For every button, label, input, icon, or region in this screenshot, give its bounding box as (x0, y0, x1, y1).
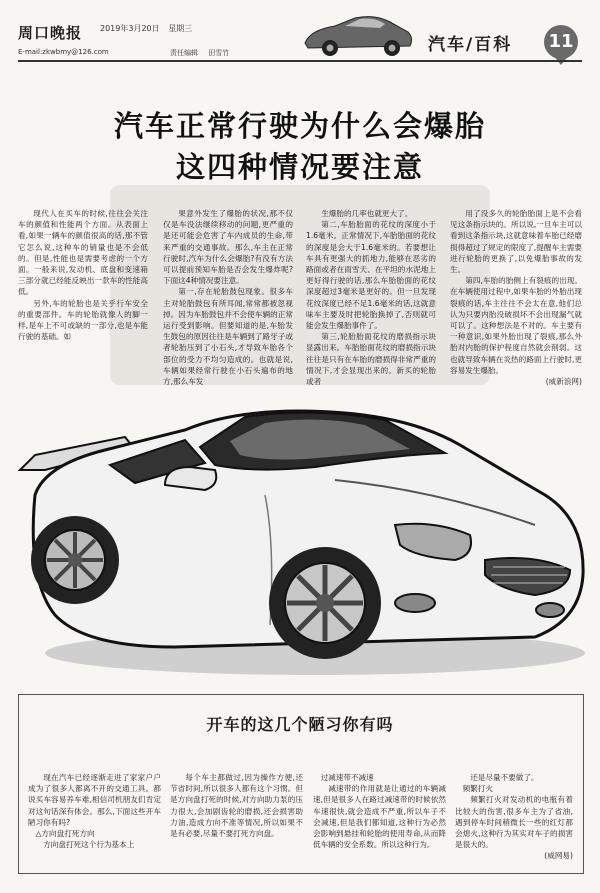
issue-date: 2019年3月20日 (100, 24, 160, 33)
issue-weekday: 星期三 (168, 24, 193, 33)
page-number-badge: 11 (544, 25, 578, 59)
paragraph: 现代人在买车的时候,往往会关注车的颜值和性能两个方面。从表面上看,如果一辆车的颜值很高的话,那不管它怎么说,这种车的销量也是不会低的。但是,性能也是需要考虑的一个方面。一般来说,发动机、底盘和变速箱三部分就已经能反映出一款车的性能高低。 (18, 209, 148, 297)
paragraph: 另外,车的轮胎也是关乎行车安全的重要部件。车的轮胎就像人的脚一样,是车上不可或缺的一部分,也是车能行驶的基础。如 (18, 298, 148, 342)
masthead (0, 0, 600, 82)
box-title: 开车的这几个陋习你有吗 (206, 715, 394, 734)
paragraph: 第四,车胎的胎侧上有裂痕的出现。在车辆使用过程中,如果车胎的外胎出现裂痕的话,车主往往不会太在意,他们总认为只要内胎没破损坏不会出现漏气就可以了。这种想法是不对的。车主要有一种意识,如果外胎出现了裂痕,那么外胎对内胎的保护程度自然就会削弱。这也就导致车辆在炎热的路面上行驶时,更容易发生爆胎。 (450, 276, 582, 375)
paragraph: 减速带的作用就是让通过的车辆减速,但是很多人在路过减速带的时候依然车速很快,就会造成不严重,所以车子不会减速,但是我们都知道,这种行为必然会影响到悬挂和轮胎的使用寿命,从而降低车辆的安全系数。所以这种行为, (313, 784, 446, 850)
box-subhead: 过减速带不减速 (320, 773, 374, 782)
paragraph: 果意外发生了爆胎的状况,那不仅仅是车没法继续移动的问题,更严重的是还可能会危害了车内成员的生命,带来严重的交通事故。那么,车主在正常行驶时,汽车为什么会爆胎?有没有方法可以提前预知车胎是否会发生爆炸呢?下面这4种情况要注意。 (163, 209, 293, 286)
editor-label: 责任编辑 (170, 49, 198, 57)
car-thumbnail-icon (300, 8, 415, 58)
paragraph: 第二,车胎胎面的花纹的深度小于1.6毫米。正常情况下,车胎胎面的花纹的深度是会大于1.6毫米的。若要想让车具有更强大的抓地力,能够在恶劣的路面或者在雨雪天、在平坦的水泥地上更好得行驶的话,那么车胎胎面的花纹深度超过3毫米是更好的。但一旦发现花纹深度已经不足1.6毫米的话,这就意味车主要及时把轮胎换掉了,否则就可能会发生爆胎事件了。 (306, 220, 436, 331)
headline-sub: 这四种情况要注意 (175, 150, 424, 184)
paragraph: 频繁打火对发动机的电瓶有着比较大的伤害,很多车主为了省油,遇到停车时间稍微长一些的红灯都会熄火,这种行为其实对车子的损害是很大的。 (455, 795, 573, 850)
paragraph: 方向盘打死这个行为基本上 (43, 840, 135, 850)
box-column-3 (313, 772, 446, 850)
box-column-4 (455, 772, 573, 862)
section-title: 汽车/百科 (428, 35, 513, 55)
editor-credits (170, 48, 237, 58)
paragraph: 生爆胎的几率也就更大了。 (321, 209, 413, 218)
article-column-1 (18, 208, 148, 342)
article-column-3 (306, 208, 436, 387)
article-column-4 (450, 208, 582, 387)
box-subhead: 频繁打火 (462, 784, 493, 794)
paragraph: 每个车主都做过,因为操作方便,还节省时间,所以很多人都有这个习惯。但是方向盘打死的时候,对方向助力泵的压力很大,会加剧齿轮的磨损,还会损害助力油,造成方向不准等情况,所以如果不是有必要,尽量不要打死方向盘。 (170, 773, 303, 839)
proof-label: 田雪竹 (208, 49, 230, 57)
box-credit: (威网易) (544, 851, 573, 861)
issue-meta (100, 23, 198, 34)
newspaper-logo: 周口晚报 (18, 24, 83, 42)
masthead-rule (18, 60, 582, 62)
box-column-2 (170, 772, 303, 839)
headline-main: 汽车正常行驶为什么会爆胎 (113, 109, 486, 143)
paragraph: 现在汽车已经逐渐走进了家家户户成为了很多人都离不开的交通工具。都说买车容易养车难,相信司机朋友们肯定对这句话深有体会。那么,下面这些开车陋习你有吗? (28, 773, 161, 827)
paragraph: 第三,轮胎胎面花纹的磨损指示块显露出来。车胎胎面花纹的磨损指示块往往是只有在车胎的磨损得非常严重的情况下,才会显现出来的。新买的轮胎或者 (306, 332, 436, 387)
paragraph: 还是尽量不要做了。 (470, 773, 539, 782)
article-column-2 (163, 208, 293, 387)
paragraph: 第一,存在轮胎鼓包现象。很多车主对轮胎鼓包有所耳闻,常常都被忽视掉。因为车胎鼓包并不会使车辆的正常运行受到影响。但要知道的是,车胎发生鼓包的原因往往是车辆到了路牙子或者轮胎压到了小石头,才导致车胎各个部位的受力不均匀造成的。也就是说,车辆如果经常行驶在小石头遍布的地方,那么车发 (163, 287, 293, 387)
box-subhead: △方向盘打死方向 (35, 829, 95, 839)
article-credit: (威新浪网) (545, 377, 582, 387)
contact-email: E-mail:zkwbmy@126.com (18, 48, 109, 56)
box-column-1 (28, 772, 161, 850)
sports-car-illustration (15, 385, 590, 685)
paragraph: 用了没多久的轮胎胎面上是不会看见这条指示块的。所以说,一旦车主可以看到这条指示块,这就意味着车胎已经磨损得超过了规定的限度了,提醒车主需要进行轮胎的更换了,以免爆胎事故的发生。 (450, 209, 582, 275)
